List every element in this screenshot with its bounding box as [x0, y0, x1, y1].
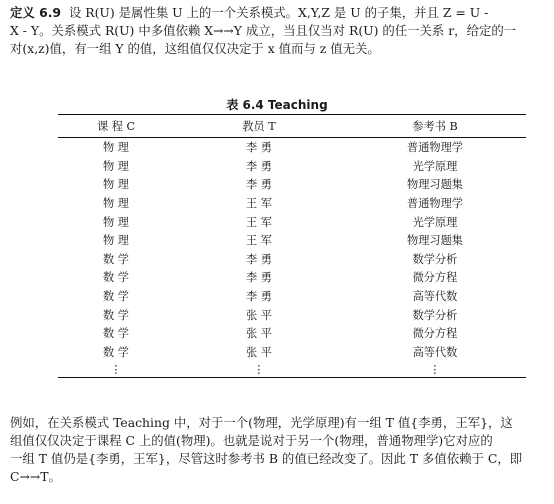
cell-teacher: 张 平	[246, 308, 272, 322]
cell-book: 物理习题集	[407, 234, 463, 248]
table-row	[58, 231, 526, 250]
cell-book: 微分方程	[412, 271, 458, 285]
cell-book: 高等代数	[412, 290, 458, 304]
column-header-book: 参考书 B	[344, 115, 526, 138]
definition-line: 对(x,z)值，有一组 Y 的值，这组值仅仅决定于 x 值而与 z 值无关。	[10, 41, 380, 56]
cell-book: 普通物理学	[407, 197, 463, 211]
definition-text: 设 R(U) 是属性集 U 上的一个关系模式。X,Y,Z 是 U 的子集，并且 Z = U -	[68, 5, 489, 20]
cell-book: 光学原理	[412, 159, 458, 173]
table-row	[58, 343, 526, 362]
table-body	[58, 138, 526, 378]
column-header-teacher: 教员 T	[174, 115, 344, 138]
example-line: 一组 T 值仍是{李勇，王军}，尽管这时参考书 B 的值已经改变了。因此 T 多值依赖于 C，即	[10, 451, 523, 466]
cell-teacher: 李 勇	[246, 290, 272, 304]
cell-teacher: 李 勇	[246, 252, 272, 266]
cell-teacher: 李 勇	[246, 159, 272, 173]
cell-course: 数 学	[103, 252, 129, 266]
example-line: 例如，在关系模式 Teaching 中，对于一个(物理，光学原理)有一组 T 值{李勇，王军}，这	[10, 415, 513, 430]
example-paragraph	[10, 414, 546, 486]
cell-course: 数 学	[103, 308, 129, 322]
cell-teacher: 李 勇	[246, 178, 272, 192]
table-row	[58, 157, 526, 176]
cell-teacher: 王 军	[246, 197, 272, 211]
table-row	[58, 287, 526, 306]
cell-teacher: ⋮	[174, 361, 344, 378]
cell-course: ⋮	[58, 361, 174, 378]
table-row	[58, 250, 526, 269]
teaching-table	[58, 114, 526, 378]
example-line: C→→T。	[10, 469, 61, 484]
cell-course: 物 理	[103, 215, 129, 229]
cell-book: 物理习题集	[407, 178, 463, 192]
cell-course: 物 理	[103, 197, 129, 211]
cell-book: ⋮	[344, 361, 526, 378]
cell-book: 高等代数	[412, 345, 458, 359]
cell-teacher: 李 勇	[246, 271, 272, 285]
cell-teacher: 王 军	[246, 234, 272, 248]
cell-teacher: 王 军	[246, 215, 272, 229]
definition-heading: 定义 6.9	[10, 5, 62, 20]
table-row	[58, 212, 526, 231]
cell-book: 数学分析	[412, 308, 458, 322]
cell-book: 光学原理	[412, 215, 458, 229]
example-line: 组值仅仅决定于课程 C 上的值(物理)。也就是说对于另一个(物理，普通物理学)它对应的	[10, 433, 493, 448]
cell-course: 物 理	[103, 178, 129, 192]
table-row	[58, 194, 526, 213]
cell-teacher: 张 平	[246, 327, 272, 341]
cell-course: 数 学	[103, 345, 129, 359]
cell-course: 物 理	[103, 234, 129, 248]
cell-book: 微分方程	[412, 327, 458, 341]
table-row	[58, 324, 526, 343]
table-header-row	[58, 115, 526, 138]
definition-line	[10, 4, 546, 22]
cell-teacher: 张 平	[246, 345, 272, 359]
cell-course: 数 学	[103, 271, 129, 285]
table-row	[58, 175, 526, 194]
column-header-course: 课 程 C	[58, 115, 174, 138]
table-row	[58, 138, 526, 157]
cell-course: 数 学	[103, 290, 129, 304]
cell-teacher: 李 勇	[246, 141, 272, 155]
cell-course: 物 理	[103, 141, 129, 155]
cell-course: 数 学	[103, 327, 129, 341]
table-row	[58, 305, 526, 324]
table-row	[58, 268, 526, 287]
table-row	[58, 361, 526, 378]
cell-book: 数学分析	[412, 252, 458, 266]
table-caption: 表 6.4 Teaching	[226, 98, 328, 112]
cell-book: 普通物理学	[407, 141, 463, 155]
cell-course: 物 理	[103, 159, 129, 173]
definition-paragraph	[10, 4, 546, 58]
definition-line: X - Y。关系模式 R(U) 中多值依赖 X→→Y 成立，当且仅当对 R(U) 的任一关系 r，给定的一	[10, 23, 517, 38]
